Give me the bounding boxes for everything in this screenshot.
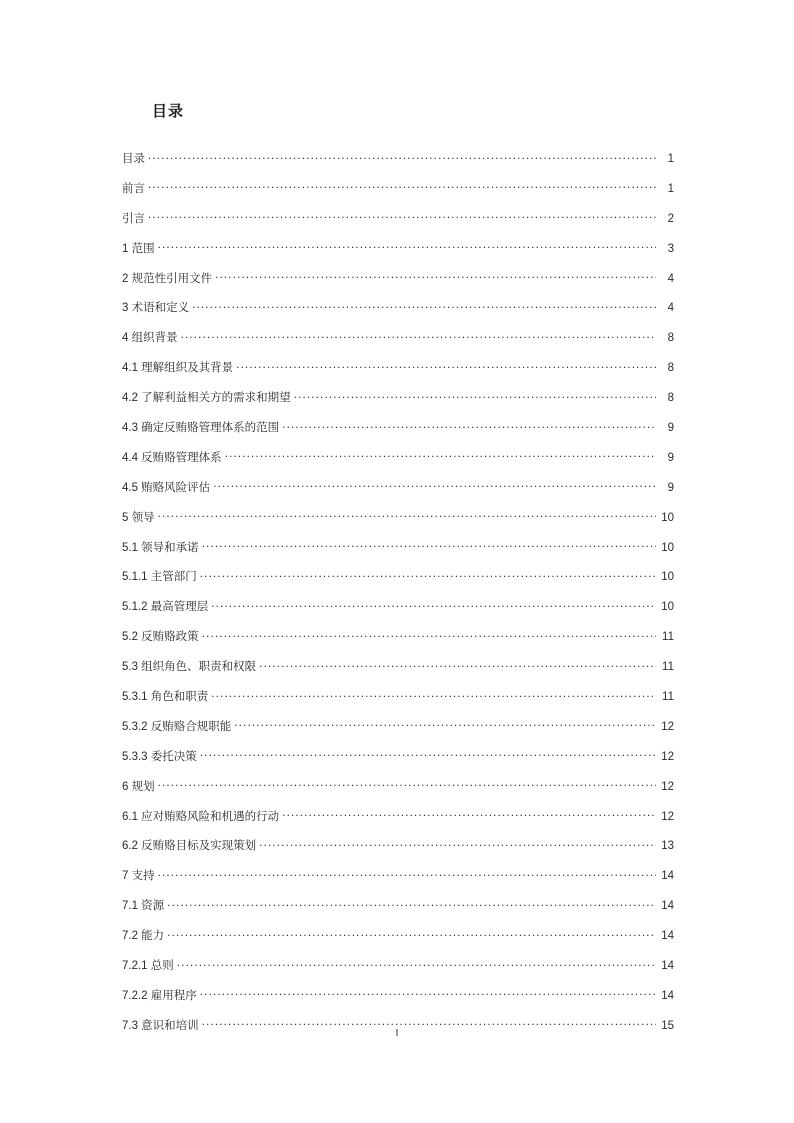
- toc-entry[interactable]: [122, 569, 674, 584]
- toc-entry-page-number: 9: [667, 422, 674, 435]
- toc-entry-label: 4.2 了解利益相关方的需求和期望: [122, 392, 291, 405]
- toc-entry-page-number: 11: [662, 691, 674, 704]
- toc-entry-page-number: 12: [661, 810, 674, 823]
- toc-entry[interactable]: [122, 480, 674, 495]
- toc-container: [122, 100, 674, 1048]
- toc-leader-dots: [158, 510, 656, 521]
- toc-entry-page-number: 3: [667, 242, 674, 255]
- toc-leader-dots: [259, 838, 656, 849]
- toc-leader-dots: [202, 629, 656, 640]
- toc-entry-label: 7 支持: [122, 870, 155, 883]
- toc-leader-dots: [177, 958, 656, 969]
- toc-entry-label: 目录: [122, 153, 145, 165]
- toc-entry[interactable]: [122, 330, 674, 345]
- toc-entry[interactable]: [122, 838, 674, 853]
- toc-entry-label: 6.1 应对贿赂风险和机遇的行动: [122, 810, 280, 823]
- toc-entry[interactable]: [122, 689, 674, 704]
- toc-leader-dots: [167, 928, 656, 939]
- toc-entry[interactable]: [122, 450, 674, 465]
- toc-leader-dots: [211, 599, 656, 610]
- toc-entry-label: 4 组织背景: [122, 332, 178, 345]
- toc-entry-page-number: 10: [661, 601, 674, 614]
- toc-leader-dots: [200, 569, 656, 580]
- toc-entry[interactable]: [122, 540, 674, 555]
- toc-entry[interactable]: [122, 390, 674, 405]
- toc-entry-label: 5.1.1 主管部门: [122, 571, 197, 584]
- toc-entry-label: 5.1.2 最高管理层: [122, 601, 209, 614]
- toc-entry-page-number: 14: [661, 989, 674, 1002]
- toc-entry-label: 3 术语和定义: [122, 302, 190, 315]
- toc-entry[interactable]: [122, 868, 674, 883]
- toc-leader-dots: [215, 271, 656, 282]
- toc-entry[interactable]: [122, 510, 674, 525]
- toc-entry-page-number: 12: [661, 720, 674, 733]
- toc-entry-label: 1 范围: [122, 242, 155, 255]
- toc-entry[interactable]: [122, 151, 674, 166]
- toc-entry-label: 7.2 能力: [122, 930, 165, 943]
- toc-leader-dots: [234, 719, 656, 730]
- toc-entry-page-number: 14: [661, 930, 674, 943]
- toc-entry-label: 5.1 领导和承诺: [122, 541, 199, 554]
- toc-entry-page-number: 8: [667, 362, 674, 375]
- toc-leader-dots: [148, 211, 656, 222]
- toc-entry[interactable]: [122, 928, 674, 943]
- toc-entry[interactable]: [122, 241, 674, 256]
- toc-entry[interactable]: [122, 988, 674, 1003]
- toc-entry-label: 5.2 反贿赂政策: [122, 631, 199, 644]
- toc-leader-dots: [181, 330, 656, 341]
- toc-leader-dots: [282, 420, 656, 431]
- toc-leader-dots: [236, 360, 656, 371]
- toc-leader-dots: [167, 898, 656, 909]
- toc-entry-page-number: 10: [661, 541, 674, 554]
- toc-entry-label: 2 规范性引用文件: [122, 272, 213, 285]
- toc-entry-label: 6.2 反贿赂目标及实现策划: [122, 840, 257, 853]
- toc-leader-dots: [213, 480, 656, 491]
- toc-entry-label: 4.4 反贿赂管理体系: [122, 451, 222, 464]
- toc-entry-label: 5.3.1 角色和职责: [122, 691, 209, 704]
- toc-entry-page-number: 2: [667, 212, 674, 225]
- toc-entry-label: 5.3.3 委托决策: [122, 750, 197, 763]
- toc-leader-dots: [200, 749, 656, 760]
- toc-entry-label: 5.3.2 反贿赂合规职能: [122, 720, 232, 733]
- toc-entry[interactable]: [122, 779, 674, 794]
- toc-entry-label: 引言: [122, 212, 145, 225]
- toc-entry[interactable]: [122, 719, 674, 734]
- toc-entry-page-number: 11: [662, 661, 674, 674]
- toc-entry[interactable]: [122, 181, 674, 196]
- toc-entry-label: 6 规划: [122, 780, 155, 793]
- toc-leader-dots: [148, 181, 656, 192]
- toc-entry-label: 7.1 资源: [122, 900, 165, 913]
- toc-leader-dots: [282, 809, 656, 820]
- toc-entry[interactable]: [122, 360, 674, 375]
- toc-entry[interactable]: [122, 898, 674, 913]
- toc-entry-page-number: 12: [661, 750, 674, 763]
- toc-entry[interactable]: [122, 420, 674, 435]
- toc-leader-dots: [225, 450, 656, 461]
- toc-leader-dots: [211, 689, 656, 700]
- table-of-contents: [122, 151, 674, 1032]
- toc-entry-page-number: 14: [661, 900, 674, 913]
- toc-leader-dots: [259, 659, 656, 670]
- toc-entry-label: 4.3 确定反贿赂管理体系的范围: [122, 422, 280, 435]
- toc-entry-label: 前言: [122, 182, 145, 195]
- toc-entry-label: 7.2.1 总则: [122, 960, 174, 973]
- toc-entry[interactable]: [122, 659, 674, 674]
- toc-entry[interactable]: [122, 599, 674, 614]
- toc-entry-page-number: 15: [661, 1019, 674, 1032]
- toc-leader-dots: [158, 241, 656, 252]
- toc-entry[interactable]: [122, 958, 674, 973]
- toc-entry-label: 5 领导: [122, 511, 155, 524]
- toc-entry-label: 7.2.2 雇用程序: [122, 989, 197, 1002]
- toc-leader-dots: [158, 868, 656, 879]
- toc-entry[interactable]: [122, 300, 674, 315]
- toc-entry-label: 4.1 理解组织及其背景: [122, 362, 234, 375]
- toc-leader-dots: [148, 151, 656, 162]
- toc-entry-page-number: 9: [667, 481, 674, 494]
- toc-entry-page-number: 11: [662, 631, 674, 644]
- toc-entry-page-number: 1: [667, 182, 674, 195]
- toc-entry-page-number: 10: [661, 511, 674, 524]
- toc-leader-dots: [158, 779, 656, 790]
- toc-entry-page-number: 10: [661, 571, 674, 584]
- toc-entry-page-number: 4: [667, 272, 674, 285]
- toc-entry[interactable]: [122, 271, 674, 286]
- toc-entry-page-number: 8: [667, 392, 674, 405]
- toc-entry-page-number: 14: [661, 870, 674, 883]
- toc-entry[interactable]: [122, 749, 674, 764]
- toc-entry[interactable]: [122, 629, 674, 644]
- toc-leader-dots: [192, 300, 656, 311]
- toc-entry-page-number: 8: [667, 332, 674, 345]
- toc-leader-dots: [294, 390, 656, 401]
- toc-entry-page-number: 9: [667, 451, 674, 464]
- toc-entry-label: 5.3 组织角色、职责和权限: [122, 661, 257, 674]
- toc-entry-page-number: 4: [667, 302, 674, 315]
- toc-entry-label: 4.5 贿赂风险评估: [122, 481, 211, 494]
- toc-entry-page-number: 1: [667, 153, 674, 165]
- toc-entry[interactable]: [122, 211, 674, 226]
- toc-leader-dots: [200, 988, 656, 999]
- toc-entry-page-number: 14: [661, 960, 674, 973]
- toc-entry[interactable]: [122, 809, 674, 824]
- toc-entry-page-number: 12: [661, 780, 674, 793]
- page-number-footer: I: [395, 1028, 399, 1039]
- page-title: 目录: [152, 103, 185, 120]
- toc-entry-label: 7.3 意识和培训: [122, 1019, 199, 1032]
- toc-leader-dots: [202, 540, 656, 551]
- toc-entry-page-number: 13: [661, 840, 674, 853]
